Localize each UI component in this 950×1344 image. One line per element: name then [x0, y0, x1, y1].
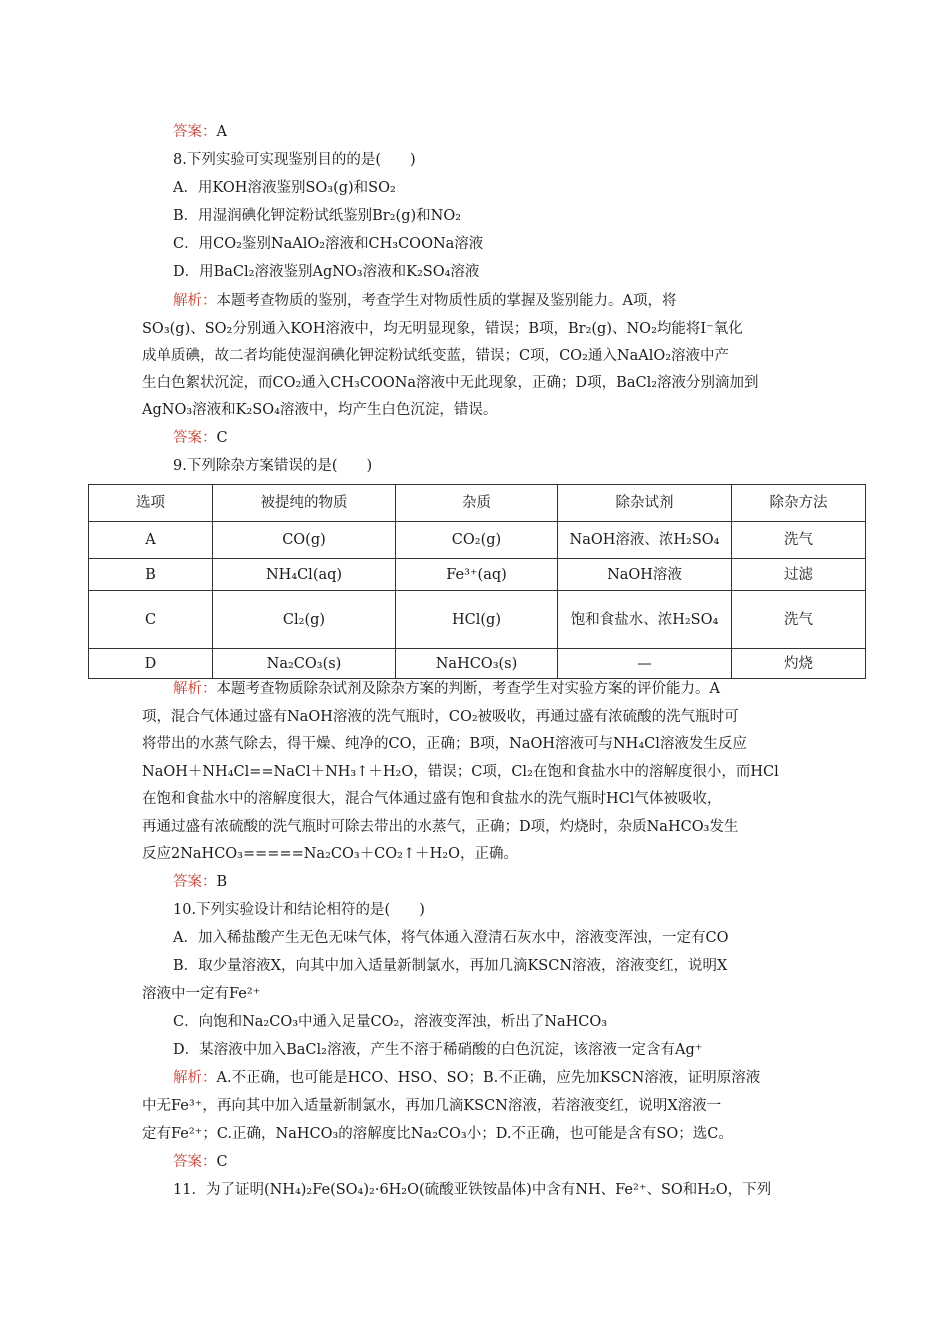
q8-analysis-line: AgNO₃溶液和K₂SO₄溶液中，均产生白色沉淀，错误。 [142, 402, 498, 418]
table-row [89, 522, 866, 559]
table-cell: CO(g) [213, 522, 396, 559]
table-cell: Fe³⁺(aq) [396, 559, 558, 591]
table-cell: HCl(g) [396, 591, 558, 649]
table-cell: NaOH溶液 [558, 559, 732, 591]
answer-value: C [216, 430, 228, 446]
table-cell: 洗气 [732, 591, 866, 649]
table-header: 选项 [89, 485, 213, 522]
q9-analysis-line [173, 679, 720, 699]
q10-analysis-line: 定有Fe²⁺；C.正确，NaHCO₃的溶解度比Na₂CO₃小；D.不正确，也可能是含有SO；选C。 [142, 1126, 733, 1142]
table-cell: C [89, 591, 213, 649]
table-header: 杂质 [396, 485, 558, 522]
q10-option-a: A．加入稀盐酸产生无色无味气体，将气体通入澄清石灰水中，溶液变浑浊，一定有CO [173, 930, 729, 946]
analysis-label: 解析： [173, 293, 217, 309]
q8-option-b: B．用湿润碘化钾淀粉试纸鉴别Br₂(g)和NO₂ [173, 208, 462, 224]
analysis-text: 本题考查物质的鉴别，考查学生对物质性质的掌握及鉴别能力。A项，将 [216, 293, 677, 309]
table-row [89, 649, 866, 679]
answer-label: 答案： [173, 124, 217, 140]
q10-analysis-line: 中无Fe³⁺，再向其中加入适量新制氯水，再加几滴KSCN溶液，若溶液变红，说明X溶液一 [142, 1098, 722, 1114]
answer-label: 答案： [173, 874, 217, 890]
table-cell: 饱和食盐水、浓H₂SO₄ [558, 591, 732, 649]
table-row [89, 559, 866, 591]
q10-option-d: D．某溶液中加入BaCl₂溶液，产生不溶于稀硝酸的白色沉淀，该溶液一定含有Ag⁺ [173, 1042, 703, 1058]
table-cell: Cl₂(g) [213, 591, 396, 649]
table-cell: NaHCO₃(s) [396, 649, 558, 679]
q9-analysis-line: NaOH＋NH₄Cl==NaCl＋NH₃↑＋H₂O，错误；C项，Cl₂在饱和食盐水中的溶解度很小，而HCl [142, 764, 779, 780]
q10-option-b: B．取少量溶液X，向其中加入适量新制氯水，再加几滴KSCN溶液，溶液变红，说明X [173, 958, 728, 974]
answer-label: 答案： [173, 430, 217, 446]
q10-analysis-line [173, 1068, 760, 1088]
q8-analysis-line: SO₃(g)、SO₂分别通入KOH溶液中，均无明显现象，错误；B项，Br₂(g)、NO₂均能将I⁻氧化 [142, 321, 743, 337]
table-cell: NaOH溶液、浓H₂SO₄ [558, 522, 732, 559]
q7-answer [173, 122, 227, 142]
q9-analysis-line: 反应2NaHCO₃=====Na₂CO₃＋CO₂↑＋H₂O，正确。 [142, 846, 518, 862]
q8-analysis-line: 成单质碘，故二者均能使湿润碘化钾淀粉试纸变蓝，错误；C项，CO₂通入NaAlO₂溶液中产 [142, 348, 730, 364]
q9-table [88, 484, 866, 679]
table-header-row [89, 485, 866, 522]
q8-option-a: A．用KOH溶液鉴别SO₃(g)和SO₂ [173, 180, 396, 196]
table-cell: 洗气 [732, 522, 866, 559]
q8-stem: 8.下列实验可实现鉴别目的的是( ) [173, 152, 416, 168]
table-cell: 过滤 [732, 559, 866, 591]
q10-option-b-cont: 溶液中一定有Fe²⁺ [142, 986, 261, 1002]
q9-analysis-line: 将带出的水蒸气除去，得干燥、纯净的CO，正确；B项，NaOH溶液可与NH₄Cl溶液发生反应 [142, 736, 747, 752]
answer-label: 答案： [173, 1154, 217, 1170]
q10-answer [173, 1152, 228, 1172]
table-cell: B [89, 559, 213, 591]
table-cell: A [89, 522, 213, 559]
table-cell: Na₂CO₃(s) [213, 649, 396, 679]
q8-option-c: C．用CO₂鉴别NaAlO₂溶液和CH₃COONa溶液 [173, 236, 484, 252]
q8-analysis-line [173, 291, 676, 311]
q10-option-c: C．向饱和Na₂CO₃中通入足量CO₂，溶液变浑浊，析出了NaHCO₃ [173, 1014, 608, 1030]
table-header: 除杂方法 [732, 485, 866, 522]
answer-value: B [216, 874, 228, 890]
table-row [89, 591, 866, 649]
q8-option-d: D．用BaCl₂溶液鉴别AgNO₃溶液和K₂SO₄溶液 [173, 264, 480, 280]
answer-value: C [216, 1154, 228, 1170]
q9-answer [173, 872, 227, 892]
analysis-text: 本题考查物质除杂试剂及除杂方案的判断，考查学生对实验方案的评价能力。A [216, 681, 720, 697]
table-header: 除杂试剂 [558, 485, 732, 522]
table-header: 被提纯的物质 [213, 485, 396, 522]
table-cell: — [558, 649, 732, 679]
q11-stem: 11．为了证明(NH₄)₂Fe(SO₄)₂·6H₂O(硫酸亚铁铵晶体)中含有NH、Fe²⁺、SO和H₂O，下列 [173, 1182, 772, 1198]
q9-analysis-line: 再通过盛有浓硫酸的洗气瓶时可除去带出的水蒸气，正确；D项，灼烧时，杂质NaHCO₃发生 [142, 819, 739, 835]
q9-stem: 9.下列除杂方案错误的是( ) [173, 458, 373, 474]
analysis-label: 解析： [173, 1070, 217, 1086]
table-cell: 灼烧 [732, 649, 866, 679]
table-cell: CO₂(g) [396, 522, 558, 559]
q8-answer [173, 428, 228, 448]
q9-analysis-line: 在饱和食盐水中的溶解度很大，混合气体通过盛有饱和食盐水的洗气瓶时HCl气体被吸收， [142, 791, 722, 807]
analysis-label: 解析： [173, 681, 217, 697]
q9-analysis-line: 项，混合气体通过盛有NaOH溶液的洗气瓶时，CO₂被吸收，再通过盛有浓硫酸的洗气瓶时可 [142, 709, 739, 725]
q8-analysis-line: 生白色絮状沉淀，而CO₂通入CH₃COONa溶液中无此现象，正确；D项，BaCl₂溶液分别滴加到 [142, 375, 759, 391]
table-cell: NH₄Cl(aq) [213, 559, 396, 591]
table-cell: D [89, 649, 213, 679]
answer-value: A [216, 124, 227, 140]
analysis-text: A.不正确，也可能是HCO、HSO、SO；B.不正确，应先加KSCN溶液，证明原溶液 [216, 1070, 761, 1086]
q10-stem: 10.下列实验设计和结论相符的是( ) [173, 902, 425, 918]
